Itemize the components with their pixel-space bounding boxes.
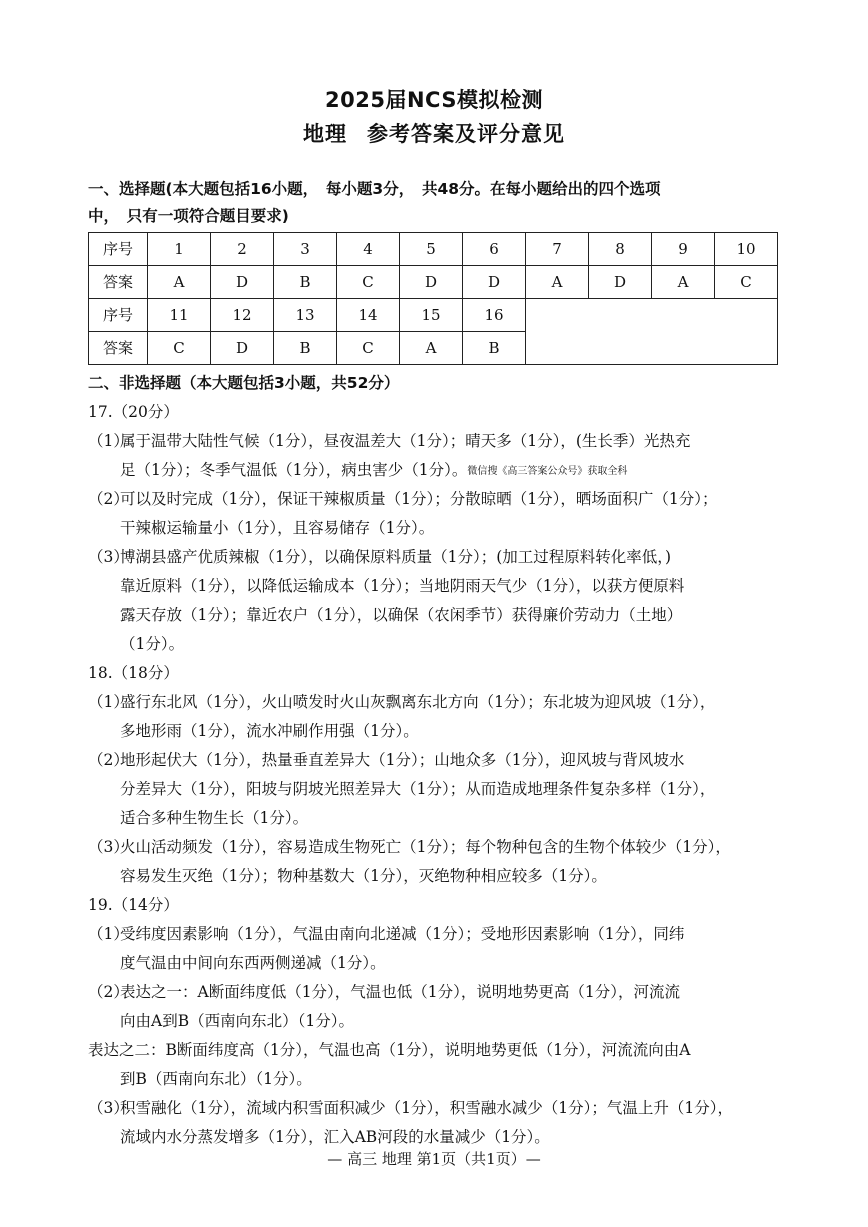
table-cell: 2 bbox=[211, 233, 274, 266]
table-cell: C bbox=[337, 266, 400, 299]
answer-line: 足（1分）；冬季气温低（1分），病虫害少（1分）。 bbox=[120, 461, 468, 479]
table-cell: 5 bbox=[400, 233, 463, 266]
answer-line: （1分）。 bbox=[120, 635, 185, 653]
answer-line: 靠近原料（1分），以降低运输成本（1分）；当地阴雨天气少（1分），以获方便原料 bbox=[120, 577, 685, 595]
table-cell: D bbox=[211, 266, 274, 299]
table-cell: C bbox=[337, 332, 400, 365]
table-cell: 8 bbox=[589, 233, 652, 266]
question-18-part-3 bbox=[88, 833, 788, 891]
table-blank-cell bbox=[526, 299, 778, 365]
table-cell: A bbox=[400, 332, 463, 365]
table-cell: 1 bbox=[148, 233, 211, 266]
section1-heading bbox=[88, 176, 788, 230]
page-footer: — 高三 地理 第1页（共1页）— bbox=[327, 1150, 541, 1168]
table-cell: A bbox=[148, 266, 211, 299]
table-row bbox=[89, 299, 778, 332]
part-number: （1） bbox=[88, 432, 129, 450]
table-cell: 10 bbox=[715, 233, 778, 266]
answer-line: 表达之一：A断面纬度低（1分），气温也低（1分），说明地势更高（1分），河流流 bbox=[120, 983, 681, 1001]
exam-subtitle bbox=[0, 118, 868, 148]
question-17-head: 17.（20分） bbox=[88, 403, 179, 421]
table-cell: D bbox=[463, 266, 526, 299]
part-number: （3） bbox=[88, 1099, 129, 1117]
question-18-head: 18.（18分） bbox=[88, 664, 179, 682]
section2-heading: 二、非选择题（本大题包括3小题，共52分） bbox=[88, 374, 400, 392]
table-cell: 15 bbox=[400, 299, 463, 332]
answer-line: 积雪融化（1分），流域内积雪面积减少（1分），积雪融水减少（1分）；气温上升（1分）， bbox=[120, 1099, 733, 1117]
answer-line: 属于温带大陆性气候（1分），昼夜温差大（1分）；晴天多（1分），(生长季）光热充 bbox=[120, 432, 691, 450]
table-cell: 11 bbox=[148, 299, 211, 332]
watermark-note: 微信搜《高三答案公众号》获取全科 bbox=[467, 466, 628, 477]
row-label-answer: 答案 bbox=[89, 332, 148, 365]
answer-line: 露天存放（1分）；靠近农户（1分），以确保（农闲季节）获得廉价劳动力（土地） bbox=[120, 606, 683, 624]
answer-line: 度气温由中间向东西两侧递减（1分）。 bbox=[120, 954, 386, 972]
table-cell: A bbox=[652, 266, 715, 299]
subject-name: 地理 bbox=[303, 122, 347, 146]
table-cell: B bbox=[463, 332, 526, 365]
answer-line: 火山活动频发（1分），容易造成生物死亡（1分）；每个物种包含的生物个体较少（1分）， bbox=[120, 838, 731, 856]
answer-line: 表达之二：B断面纬度高（1分），气温也高（1分），说明地势更低（1分），河流流向由A bbox=[88, 1041, 691, 1059]
question-19-head: 19.（14分） bbox=[88, 896, 179, 914]
table-cell: A bbox=[526, 266, 589, 299]
table-cell: 13 bbox=[274, 299, 337, 332]
question-19-part-1 bbox=[88, 920, 788, 978]
part-number: （1） bbox=[88, 925, 129, 943]
answer-line: 地形起伏大（1分），热量垂直差异大（1分）；山地众多（1分），迎风坡与背风坡水 bbox=[120, 751, 685, 769]
question-17-part-3 bbox=[88, 543, 788, 659]
table-row bbox=[89, 233, 778, 266]
answer-line: 容易发生灭绝（1分）；物种基数大（1分），灭绝物种相应较多（1分）。 bbox=[120, 867, 607, 885]
answer-line: 多地形雨（1分），流水冲刷作用强（1分）。 bbox=[120, 722, 419, 740]
part-number: （2） bbox=[88, 983, 129, 1001]
answer-line: 流域内水分蒸发增多（1分），汇入AB河段的水量减少（1分）。 bbox=[120, 1128, 550, 1146]
answer-line: 到B（西南向东北）（1分）。 bbox=[120, 1070, 312, 1088]
table-cell: C bbox=[148, 332, 211, 365]
part-number: （3） bbox=[88, 548, 129, 566]
table-cell: 12 bbox=[211, 299, 274, 332]
part-number: （1） bbox=[88, 693, 129, 711]
answer-line: 适合多种生物生长（1分）。 bbox=[120, 809, 309, 827]
question-17-part-2 bbox=[88, 485, 788, 543]
question-18-part-1 bbox=[88, 688, 788, 746]
table-cell: D bbox=[400, 266, 463, 299]
table-cell: D bbox=[211, 332, 274, 365]
answer-line: 干辣椒运输量小（1分），且容易储存（1分）。 bbox=[120, 519, 435, 537]
question-17-part-1 bbox=[88, 427, 788, 486]
table-cell: 7 bbox=[526, 233, 589, 266]
answer-line: 博湖县盛产优质辣椒（1分），以确保原料质量（1分）；(加工过程原料转化率低，) bbox=[120, 548, 672, 566]
row-label-number: 序号 bbox=[89, 299, 148, 332]
question-19-part-2 bbox=[88, 978, 788, 1036]
exam-title: 2025届NCS模拟检测 bbox=[325, 88, 543, 112]
answer-line: 盛行东北风（1分），火山喷发时火山灰飘离东北方向（1分）；东北坡为迎风坡（1分）， bbox=[120, 693, 716, 711]
row-label-answer: 答案 bbox=[89, 266, 148, 299]
table-cell: D bbox=[589, 266, 652, 299]
part-number: （2） bbox=[88, 751, 129, 769]
section1-heading-line1: 一、选择题(本大题包括16小题， 每小题3分， 共48分。在每小题给出的四个选项 bbox=[88, 180, 661, 198]
answer-line: 向由A到B（西南向东北）（1分）。 bbox=[120, 1012, 354, 1030]
section1-heading-line2: 中， 只有一项符合题目要求) bbox=[88, 207, 289, 225]
table-cell: 3 bbox=[274, 233, 337, 266]
subtitle-text: 参考答案及评分意见 bbox=[367, 122, 565, 146]
question-19-part-2-alt bbox=[88, 1036, 788, 1094]
table-cell: 14 bbox=[337, 299, 400, 332]
row-label-number: 序号 bbox=[89, 233, 148, 266]
table-cell: B bbox=[274, 332, 337, 365]
answer-line: 可以及时完成（1分），保证干辣椒质量（1分）；分散晾晒（1分），晒场面积广（1分）； bbox=[120, 490, 718, 508]
question-18-part-2 bbox=[88, 746, 788, 833]
table-cell: C bbox=[715, 266, 778, 299]
table-cell: 6 bbox=[463, 233, 526, 266]
table-cell: 9 bbox=[652, 233, 715, 266]
table-cell: B bbox=[274, 266, 337, 299]
part-number: （3） bbox=[88, 838, 129, 856]
question-19-part-3 bbox=[88, 1094, 788, 1152]
answer-line: 分差异大（1分），阳坡与阴坡光照差异大（1分）；从而造成地理条件复杂多样（1分）， bbox=[120, 780, 716, 798]
table-cell: 4 bbox=[337, 233, 400, 266]
answer-line: 受纬度因素影响（1分），气温由南向北递减（1分）；受地形因素影响（1分），同纬 bbox=[120, 925, 685, 943]
table-cell: 16 bbox=[463, 299, 526, 332]
table-row bbox=[89, 266, 778, 299]
answer-table bbox=[88, 232, 778, 365]
part-number: （2） bbox=[88, 490, 129, 508]
